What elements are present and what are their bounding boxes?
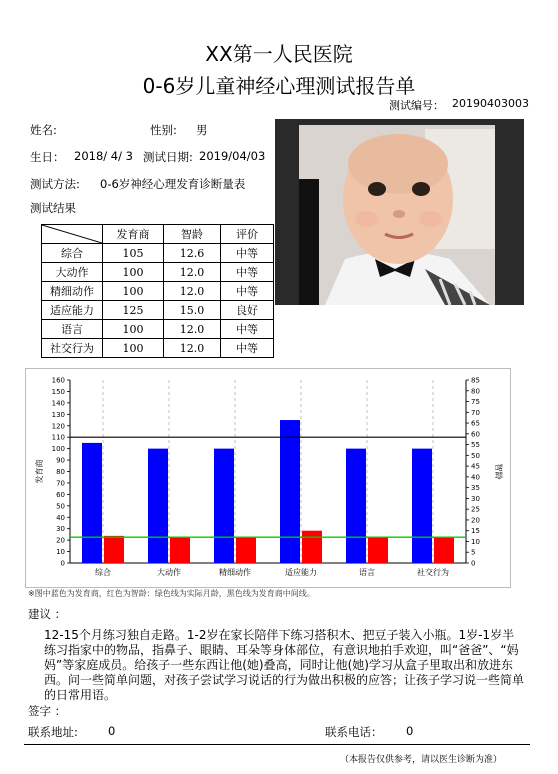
right-tick-label: 35 — [471, 484, 480, 493]
gender-label: 性别: — [150, 123, 177, 137]
address-label: 联系地址: — [28, 725, 78, 739]
bar-mental-age — [302, 531, 322, 563]
development-chart — [25, 368, 511, 588]
advice-label: 建议 ： — [28, 607, 67, 621]
child-photo — [275, 119, 524, 305]
chart-svg — [26, 369, 510, 587]
left-tick-label: 130 — [51, 410, 65, 419]
table-row — [42, 301, 274, 320]
table-cell: 100 — [103, 339, 164, 358]
right-tick-label: 50 — [471, 451, 480, 460]
left-tick-label: 50 — [56, 502, 65, 511]
left-tick-label: 120 — [51, 422, 65, 431]
table-cell: 大动作 — [42, 263, 103, 282]
bar-dq — [214, 449, 234, 563]
category-label: 大动作 — [157, 568, 181, 577]
table-cell: 100 — [103, 282, 164, 301]
right-tick-label: 20 — [471, 516, 480, 525]
scores-table — [41, 224, 274, 358]
bar-dq — [280, 420, 300, 563]
table-cell: 语言 — [42, 320, 103, 339]
bar-mental-age — [104, 536, 124, 563]
right-tick-label: 45 — [471, 462, 480, 471]
table-cell: 综合 — [42, 244, 103, 263]
left-tick-label: 100 — [51, 445, 65, 454]
test-number: 20190403003 — [452, 97, 529, 110]
table-cell: 中等 — [221, 339, 274, 358]
right-tick-label: 80 — [471, 387, 480, 396]
table-cell: 良好 — [221, 301, 274, 320]
right-tick-label: 10 — [471, 537, 480, 546]
table-row — [42, 282, 274, 301]
bar-dq — [148, 449, 168, 563]
table-cell: 精细动作 — [42, 282, 103, 301]
table-cell: 105 — [103, 244, 164, 263]
table-header-cell: 发育商 — [103, 225, 164, 244]
category-label: 适应能力 — [285, 568, 317, 577]
bar-dq — [346, 449, 366, 563]
method-value: 0-6岁神经心理发育诊断量表 — [100, 177, 246, 191]
right-tick-label: 70 — [471, 408, 480, 417]
left-tick-label: 20 — [56, 536, 65, 545]
right-tick-label: 0 — [471, 559, 476, 568]
left-tick-label: 60 — [56, 490, 65, 499]
bar-dq — [82, 443, 102, 563]
left-tick-label: 0 — [60, 559, 65, 568]
right-tick-label: 75 — [471, 398, 480, 407]
bar-dq — [412, 449, 432, 563]
table-cell: 中等 — [221, 320, 274, 339]
left-tick-label: 10 — [56, 548, 65, 557]
report-title: 0-6岁儿童神经心理测试报告单 — [142, 74, 416, 98]
table-header-cell: 智龄 — [164, 225, 221, 244]
hospital-name: XX第一人民医院 — [205, 42, 353, 66]
table-cell: 12.0 — [164, 320, 221, 339]
test-date-label: 测试日期: — [143, 150, 193, 164]
right-tick-label: 25 — [471, 505, 480, 514]
diagonal-line — [42, 225, 102, 243]
left-tick-label: 140 — [51, 399, 65, 408]
name-label: 姓名: — [30, 123, 57, 137]
left-tick-label: 160 — [51, 376, 65, 385]
bar-mental-age — [368, 537, 388, 563]
table-header-cell: 评价 — [221, 225, 274, 244]
left-tick-label: 150 — [51, 387, 65, 396]
table-cell: 15.0 — [164, 301, 221, 320]
table-row — [42, 263, 274, 282]
birth-value: 2018/ 4/ 3 — [74, 149, 133, 163]
chart-note: ※图中蓝色为发育商，红色为智龄：绿色线为实际月龄，黑色线为发育商中间线。 — [28, 589, 315, 598]
right-tick-label: 85 — [471, 376, 480, 385]
test-number-label: 测试编号： — [389, 99, 444, 112]
advice-text: 12-15个月练习独自走路。1-2岁在家长陪伴下练习搭积木、把豆子装入小瓶。1岁-1岁半练习指家中的物品，指鼻子、眼睛、耳朵等身体部位，有意识地拍手欢迎，叫“爸爸”、“妈妈”等家庭成员。给孩子一些东西让他(她)叠高，同时让他(她)学习从盒子里取出和放进东西。问一些简单问题，对孩子尝试学习说话的行为做出积极的应答；让孩子学习说一些简单的日常用语。 — [44, 628, 525, 702]
table-row — [42, 244, 274, 263]
sign-label: 签字 ： — [28, 704, 67, 718]
table-cell: 适应能力 — [42, 301, 103, 320]
table-cell: 100 — [103, 263, 164, 282]
right-tick-label: 40 — [471, 473, 480, 482]
table-cell: 12.0 — [164, 282, 221, 301]
category-label: 社交行为 — [417, 568, 449, 577]
right-axis-title: 智龄 — [494, 463, 503, 480]
left-axis-title: 发育商 — [35, 459, 44, 484]
gender-value: 男 — [196, 123, 208, 137]
right-tick-label: 5 — [471, 548, 476, 557]
right-tick-label: 60 — [471, 430, 480, 439]
method-label: 测试方法: — [30, 177, 80, 191]
disclaimer: （本报告仅供参考，请以医生诊断为准） — [340, 755, 503, 765]
table-header-row — [42, 225, 274, 244]
table-cell: 中等 — [221, 263, 274, 282]
bar-mental-age — [434, 537, 454, 563]
right-tick-label: 15 — [471, 527, 480, 536]
table-corner-cell — [42, 225, 103, 244]
table-cell: 中等 — [221, 282, 274, 301]
address-value: 0 — [108, 724, 116, 738]
table-cell: 125 — [103, 301, 164, 320]
table-cell: 100 — [103, 320, 164, 339]
child-photo-image — [275, 119, 524, 305]
right-tick-label: 30 — [471, 494, 480, 503]
bar-mental-age — [170, 537, 190, 563]
test-date-value: 2019/04/03 — [199, 149, 266, 163]
left-tick-label: 80 — [56, 468, 65, 476]
birth-label: 生日： — [30, 150, 65, 164]
left-tick-label: 110 — [51, 433, 65, 442]
table-cell: 12.0 — [164, 263, 221, 282]
table-row — [42, 339, 274, 358]
phone-value: 0 — [406, 724, 414, 738]
category-label: 精细动作 — [219, 568, 251, 577]
table-cell: 12.6 — [164, 244, 221, 263]
left-tick-label: 70 — [56, 479, 65, 488]
category-label: 语言 — [359, 568, 375, 577]
bar-mental-age — [236, 537, 256, 563]
results-label: 测试结果 — [30, 201, 76, 215]
left-tick-label: 30 — [56, 525, 65, 534]
left-tick-label: 40 — [56, 513, 65, 522]
phone-label: 联系电话： — [325, 725, 383, 739]
table-row — [42, 320, 274, 339]
right-tick-label: 55 — [471, 441, 480, 450]
category-label: 综合 — [95, 568, 111, 577]
right-tick-label: 65 — [471, 419, 480, 428]
left-tick-label: 90 — [56, 456, 65, 465]
footer-divider — [24, 744, 530, 745]
table-cell: 12.0 — [164, 339, 221, 358]
table-cell: 社交行为 — [42, 339, 103, 358]
table-cell: 中等 — [221, 244, 274, 263]
